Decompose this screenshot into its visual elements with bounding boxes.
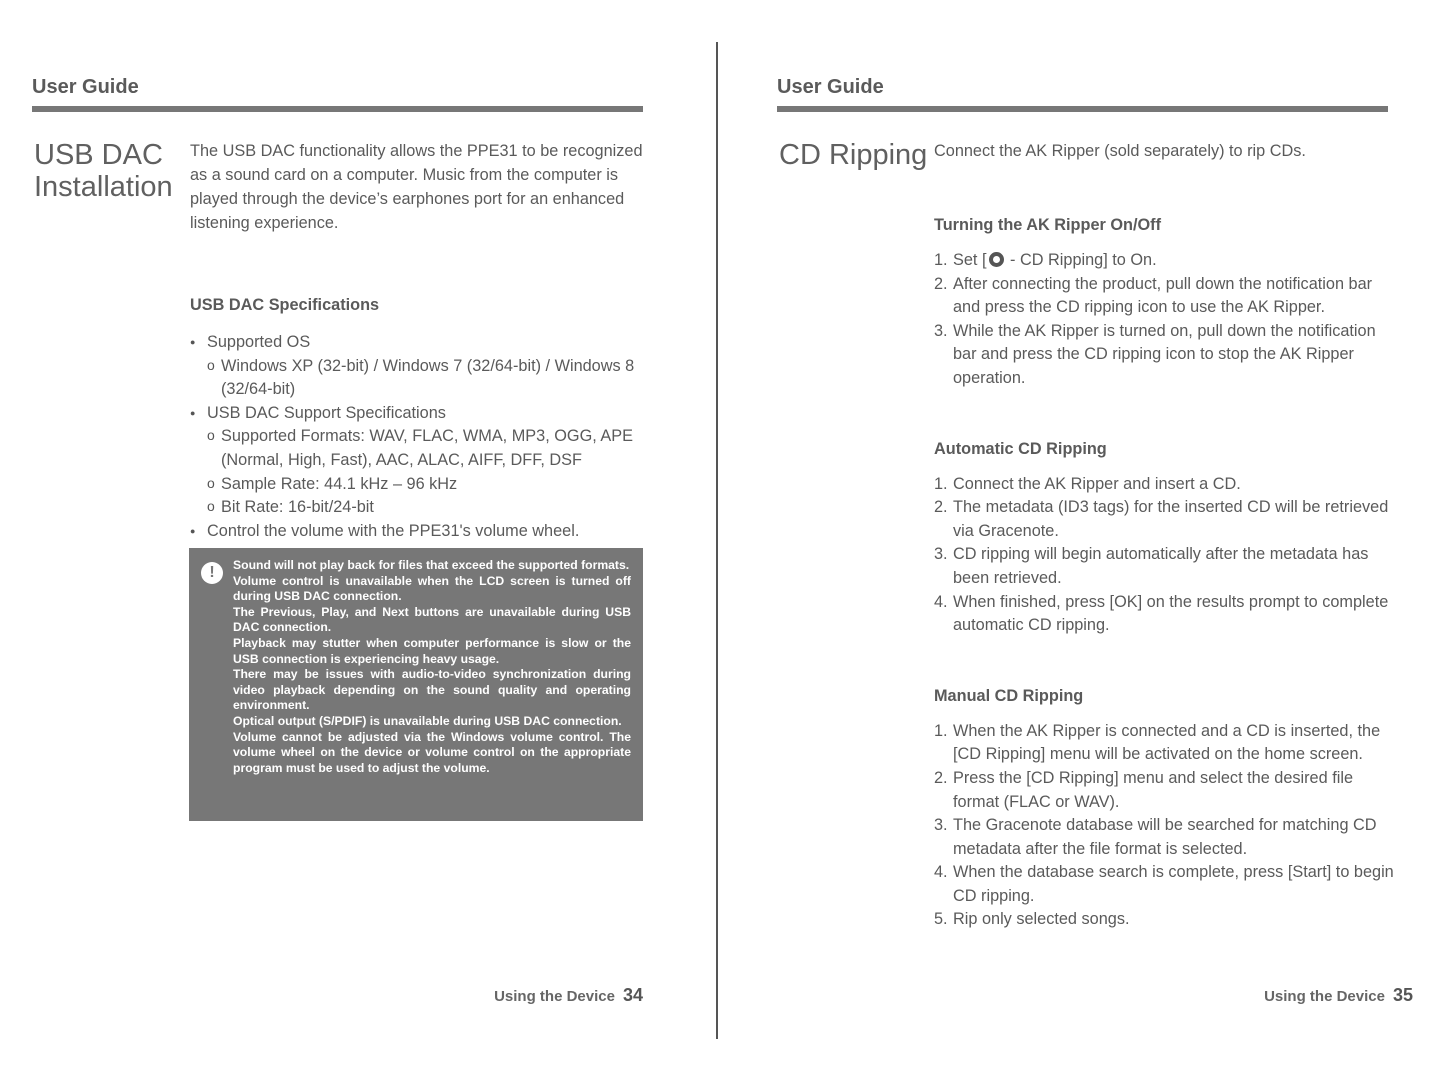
note-line: There may be issues with audio-to-video synchronization during video playback depending on the sound quality and operating environment.	[233, 667, 631, 713]
steps-list	[934, 473, 1394, 638]
section-title: CD Ripping	[779, 139, 928, 171]
list-item: 2. Press the [CD Ripping] menu and select the desired file format (FLAC or WAV).	[934, 768, 1354, 811]
left-content	[190, 139, 646, 543]
intro-paragraph: Connect the AK Ripper (sold separately) to rip CDs.	[934, 142, 1306, 160]
note-line: Volume control is unavailable when the LCD screen is turned off during USB DAC connection.	[233, 573, 631, 604]
subsection-heading: Automatic CD Ripping	[934, 439, 1107, 458]
note-line: Sound will not play back for files that exceed the supported formats.	[233, 558, 630, 572]
list-item: 1. Connect the AK Ripper and insert a CD.	[934, 474, 1241, 493]
right-page	[745, 0, 1440, 1080]
gear-icon	[989, 252, 1004, 267]
steps-list	[934, 249, 1394, 391]
list-item: 2. After connecting the product, pull down the notification bar and press the CD ripping icon to use the AK Ripper.	[934, 274, 1373, 317]
sub-list	[207, 355, 646, 402]
list-item: 4. When the database search is complete, press [Start] to begin CD ripping.	[934, 863, 1394, 905]
intro-paragraph: The USB DAC functionality allows the PPE31 to be recognized as a sound card on a computer. Music from the computer is played through the device’s earphones port for an enhanced listening experience.	[190, 142, 643, 232]
list-item: 2. The metadata (ID3 tags) for the inserted CD will be retrieved via Gracenote.	[934, 498, 1389, 540]
page-footer	[1264, 985, 1413, 1006]
footer-label: Using the Device	[1264, 988, 1385, 1005]
list-item: 1. Set [ - CD Ripping] to On.	[934, 251, 1157, 269]
header-rule	[777, 106, 1388, 112]
list-item: ● Control the volume with the PPE31's volume wheel.	[190, 520, 646, 544]
page-header: User Guide	[32, 76, 139, 98]
list-item: 3. While the AK Ripper is turned on, pull down the notification bar and press the CD ripping icon to stop the AK Ripper operation.	[934, 321, 1376, 387]
list-item: 5. Rip only selected songs.	[934, 910, 1130, 929]
note-line: The Previous, Play, and Next buttons are unavailable during USB DAC connection.	[233, 604, 631, 635]
list-item: ● Supported OS o Windows XP (32-bit) / Windows 7 (32/64-bit) / Windows 8 (32/64-bit)	[190, 331, 646, 402]
spec-heading: USB DAC Specifications	[190, 296, 380, 314]
exclamation-icon: !	[201, 562, 223, 584]
sub-list-item: o Bit Rate: 16-bit/24-bit	[207, 496, 646, 520]
sub-list-item: o Supported Formats: WAV, FLAC, WMA, MP3, OGG, APE (Normal, High, Fast), AAC, ALAC, AIFF, DFF, DSF	[207, 425, 646, 472]
list-item: 3. The Gracenote database will be searched for matching CD metadata after the file format is selected.	[934, 816, 1377, 858]
list-item: 4. When finished, press [OK] on the results prompt to complete automatic CD ripping.	[934, 592, 1389, 635]
sub-list-item: o Sample Rate: 44.1 kHz – 96 kHz	[207, 473, 646, 497]
page-divider	[716, 42, 718, 1039]
right-content	[934, 139, 1394, 932]
sub-list	[207, 425, 646, 519]
spec-list	[190, 331, 646, 543]
subsection-heading: Manual CD Ripping	[934, 686, 1084, 705]
page-footer	[494, 985, 643, 1006]
warning-note-box	[189, 548, 643, 821]
page-header: User Guide	[777, 76, 884, 98]
footer-label: Using the Device	[494, 988, 615, 1005]
section-title-line1: USB DAC	[34, 139, 163, 171]
list-item: 3. CD ripping will begin automatically after the metadata has been retrieved.	[934, 545, 1369, 587]
steps-list	[934, 720, 1394, 932]
list-item: ● USB DAC Support Specifications o Supported Formats: WAV, FLAC, WMA, MP3, OGG, APE (Normal, High, Fast), AAC, ALAC, AIFF, DFF, DSF o Sample Rate: 44.1 kHz – 96 kHz o Bit Rate: 16-bit/24-bit	[190, 402, 646, 520]
page-number: 34	[622, 985, 643, 1005]
subsection-heading: Turning the AK Ripper On/Off	[934, 216, 1162, 234]
note-line: Volume cannot be adjusted via the Windows volume control. The volume wheel on the device or volume control on the appropriate program must be used to adjust the volume.	[233, 729, 631, 775]
section-title	[34, 139, 173, 203]
list-item: 1. When the AK Ripper is connected and a CD is inserted, the [CD Ripping] menu will be activated on the home screen.	[934, 721, 1381, 764]
header-rule	[32, 106, 643, 112]
page-number: 35	[1392, 985, 1413, 1005]
section-title-line2: Installation	[34, 171, 173, 203]
sub-list-item: o Windows XP (32-bit) / Windows 7 (32/64-bit) / Windows 8 (32/64-bit)	[207, 355, 646, 402]
note-line: Optical output (S/PDIF) is unavailable during USB DAC connection.	[233, 713, 622, 728]
note-line: Playback may stutter when computer performance is slow or the USB connection is experiencing heavy usage.	[233, 635, 631, 666]
